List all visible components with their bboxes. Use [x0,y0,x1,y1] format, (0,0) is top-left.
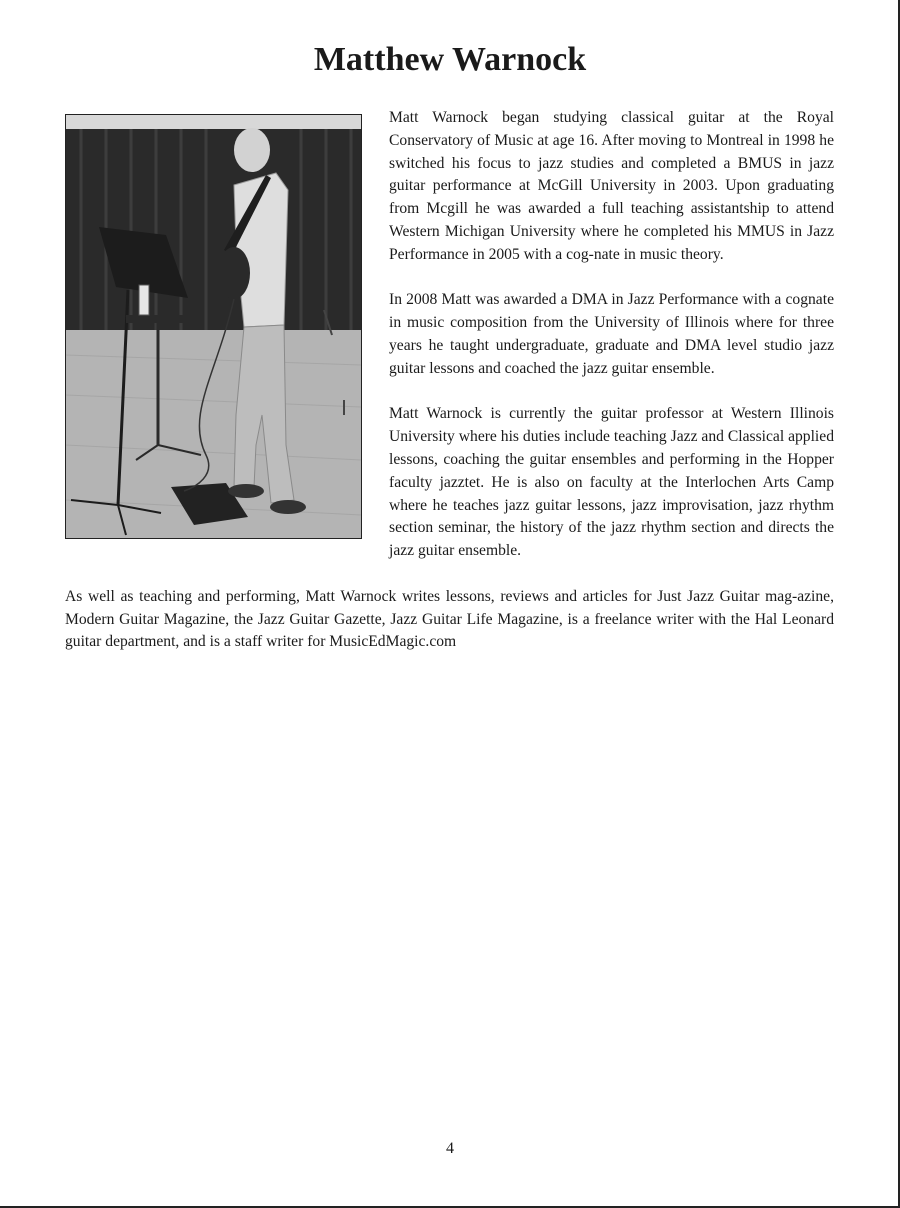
page-title: Matthew Warnock [313,41,587,78]
bio-paragraph-writing: As well as teaching and performing, Matt Warnock writes lessons, reviews and articles for Just Jazz Guitar mag-azine, Modern Guitar Magazine, the Jazz Guitar Gazette, Jazz Guitar Life Magazine, is a freelance writer with the Hal Leonard guitar department, and is a staff writer for MusicEdMagic.com [65,587,834,651]
bio-paragraph-doctorate: In 2008 Matt was awarded a DMA in Jazz Performance with a cognate in music composition from the University of Illinois where for three years he taught undergraduate, graduate and DMA level studio jazz guitar lessons and coached the jazz guitar ensemble. [389,291,834,377]
biography-content [65,107,834,677]
bio-paragraph-education: Matt Warnock began studying classical guitar at the Royal Conservatory of Music at age 16. After moving to Montreal in 1998 he switched his focus to jazz studies and completed a BMUS in jazz guitar performance at McGill University in 2003. Upon graduating from Mcgill he was awarded a full teaching assistantship to attend Western Michigan University where he completed his MMUS in Jazz Performance in 2005 with a cog-nate in music theory. [389,109,834,263]
bio-paragraph-current-position: Matt Warnock is currently the guitar professor at Western Illinois University where his duties include teaching Jazz and Classical applied lessons, coaching the guitar ensembles and performing in the Hopper faculty jazztet. He is also on faculty at the Interlochen Arts Camp where he teaches jazz guitar lessons, jazz improvisation, jazz rhythm section seminar, the history of the jazz rhythm section and directs the jazz guitar ensemble. [389,405,834,560]
author-photo-illustration [66,115,361,538]
author-photo [65,114,362,539]
page-number: 4 [446,1140,454,1157]
